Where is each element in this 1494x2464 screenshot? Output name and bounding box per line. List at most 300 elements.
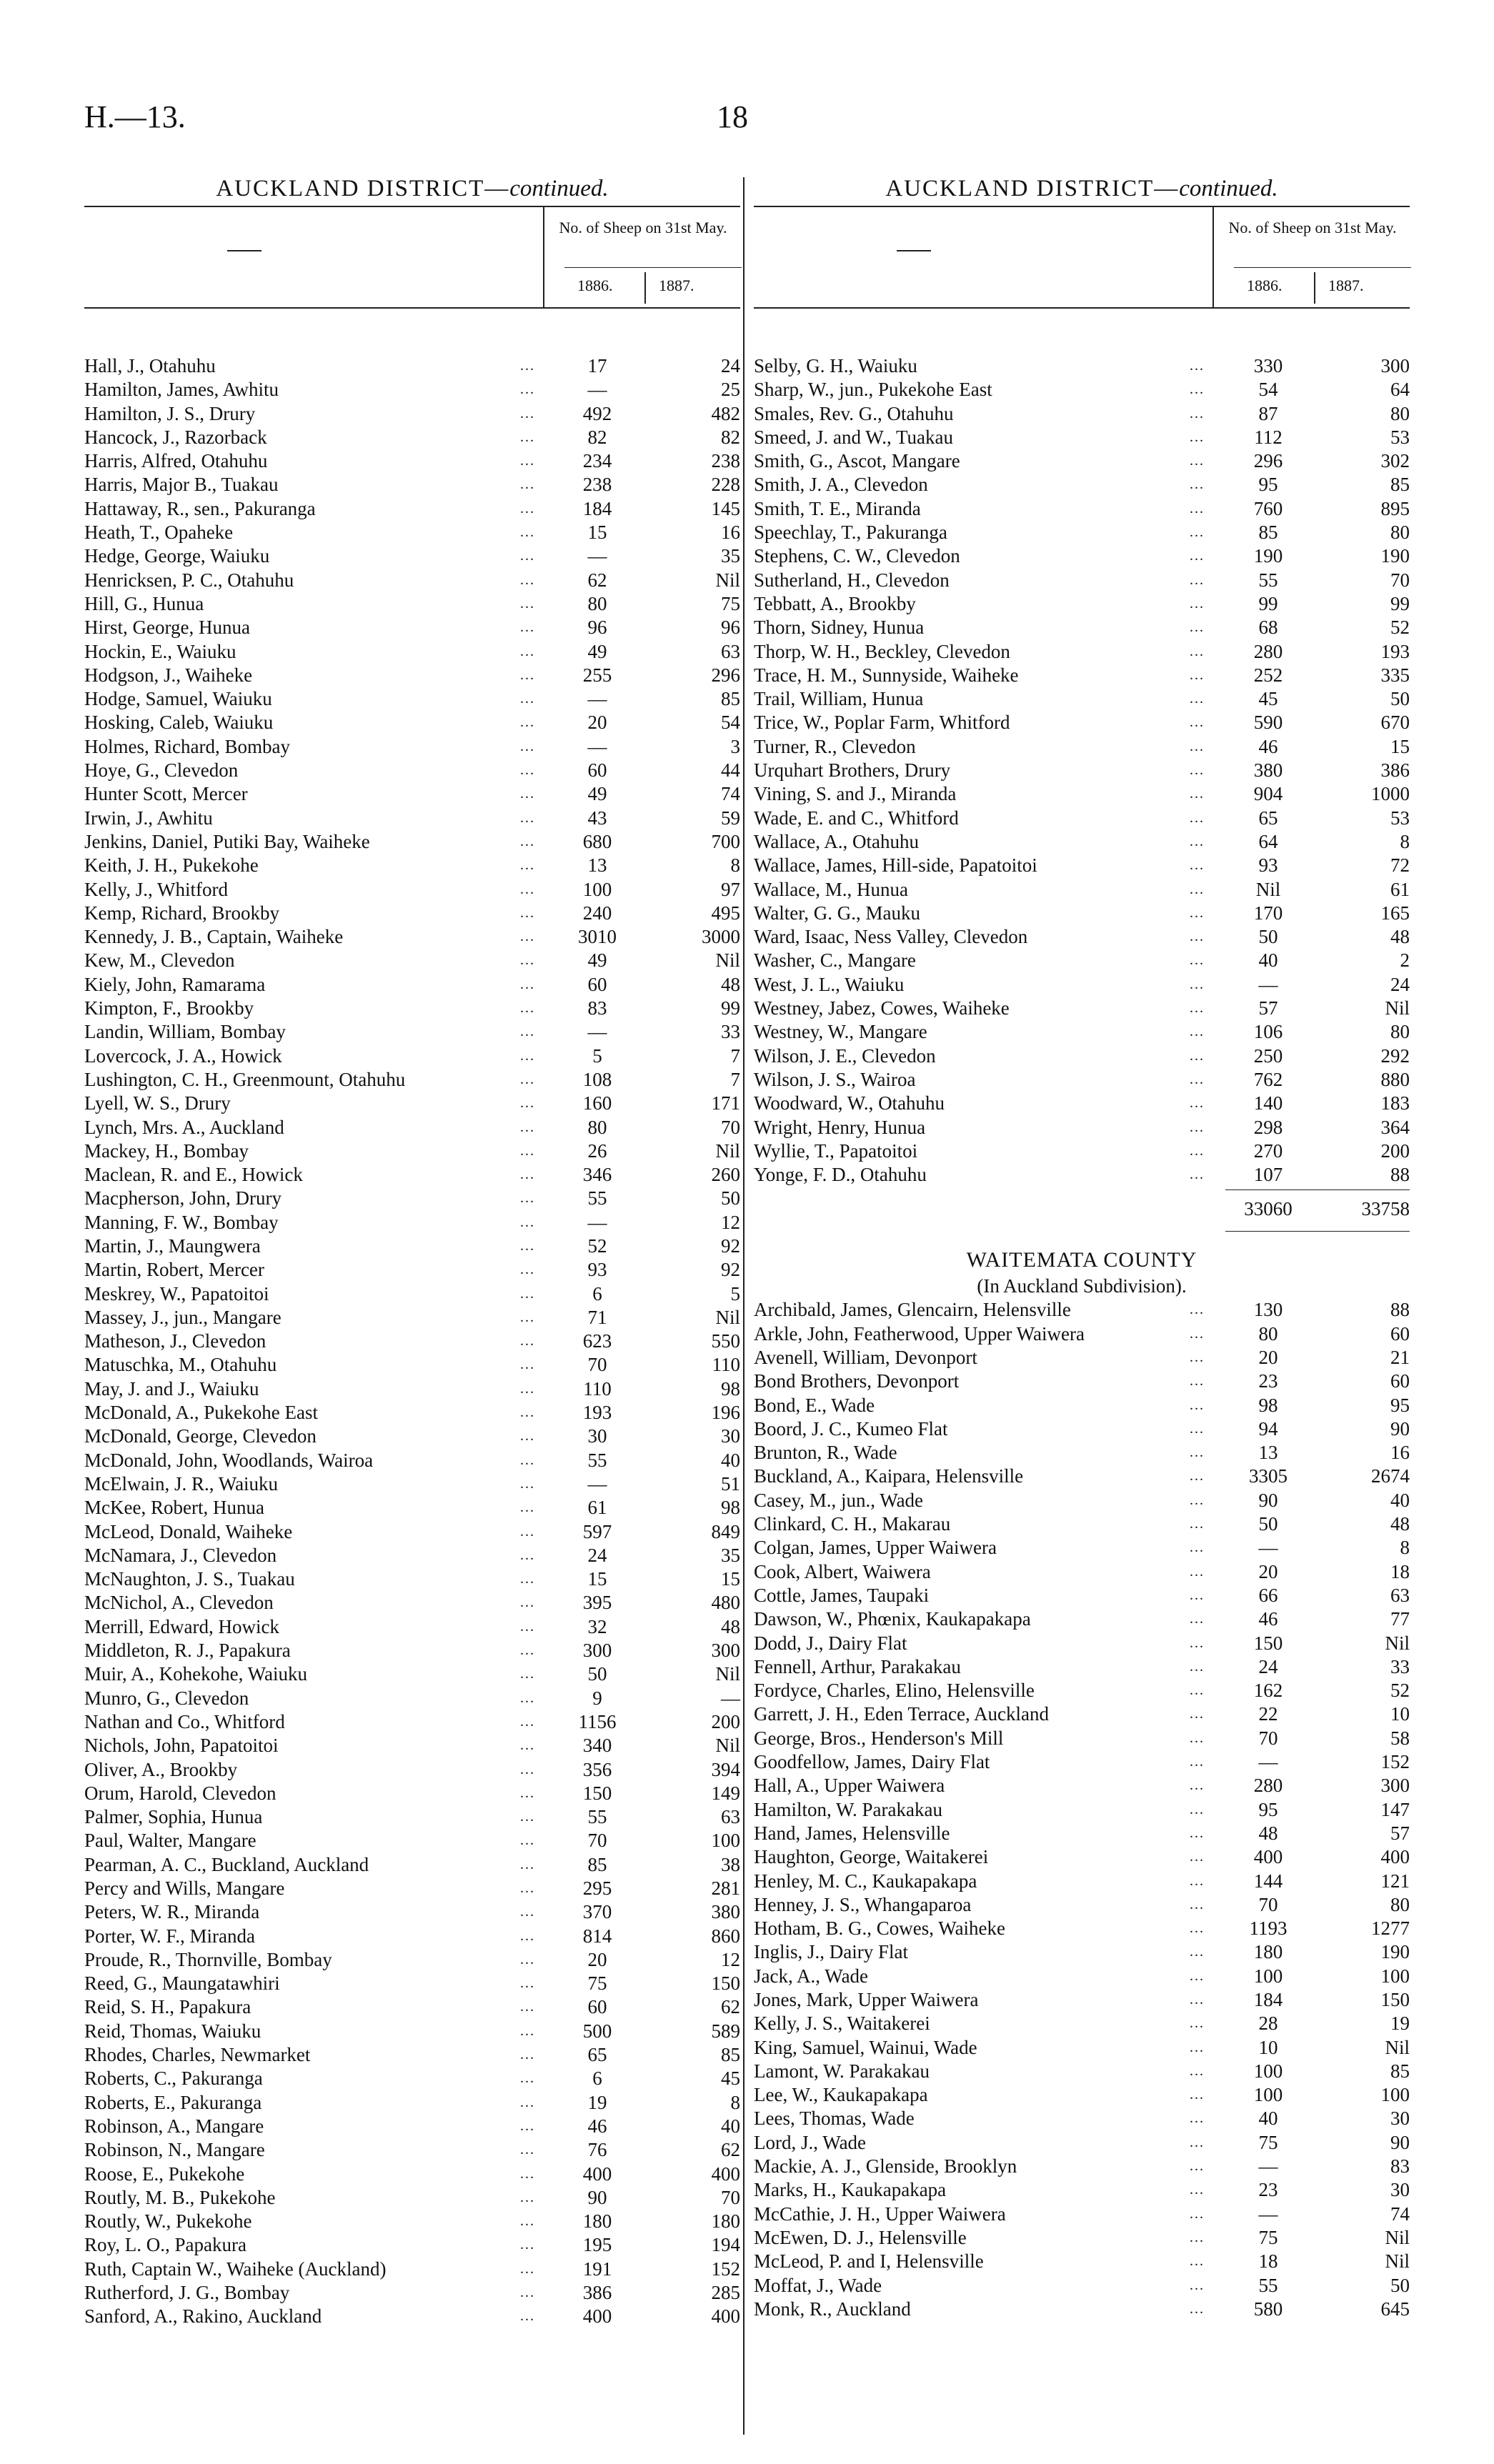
table-row	[84, 902, 740, 925]
leader-dots: ...	[520, 1333, 535, 1350]
sheep-1886: 190	[1253, 545, 1283, 567]
owner-name: Routly, W., Pukekohe	[84, 2210, 252, 2233]
owner-name: Kennedy, J. B., Captain, Waiheke	[84, 926, 344, 948]
sheep-1886: 82	[587, 426, 607, 448]
owner-name: Sanford, A., Rakino, Auckland	[84, 2305, 322, 2328]
owner-name: Trace, H. M., Sunnyside, Waiheke	[754, 664, 1019, 686]
sheep-1886: 300	[582, 1640, 612, 1662]
leader-dots: ...	[1190, 1420, 1205, 1437]
table-row	[84, 592, 740, 616]
sheep-1886: 15	[587, 1568, 607, 1590]
sheep-1886: 110	[583, 1377, 612, 1400]
owner-name: Vining, S. and J., Miranda	[754, 783, 957, 805]
sheep-1886: —	[587, 1021, 607, 1043]
leader-dots: ...	[520, 1595, 535, 1611]
owner-name: Hill, G., Hunua	[84, 592, 204, 614]
table-row	[754, 1394, 1410, 1417]
table-row	[754, 473, 1410, 497]
sheep-1887: Nil	[715, 949, 740, 972]
sheep-1886: 99	[1258, 592, 1278, 614]
sheep-1887: 100	[1380, 2084, 1410, 2106]
sheep-1887: 8	[730, 854, 740, 877]
sheep-1886: 370	[582, 1901, 612, 1923]
table-row	[84, 2163, 740, 2186]
sheep-1886: 500	[582, 2020, 612, 2042]
leader-dots: ...	[520, 2165, 535, 2182]
table-row	[84, 1282, 740, 1306]
table-row	[754, 1092, 1410, 1115]
sheep-1887: 80	[1390, 1893, 1410, 1915]
leader-dots: ...	[520, 1167, 535, 1183]
leader-dots: ...	[520, 2189, 535, 2205]
sheep-1887: 19	[1390, 2012, 1410, 2035]
leader-dots: ...	[1190, 2110, 1205, 2127]
owner-name: Hand, James, Helensville	[754, 1822, 950, 1844]
owner-name: Wallace, M., Hunua	[754, 878, 908, 900]
table-row	[84, 759, 740, 782]
sheep-1887: 21	[1390, 1346, 1410, 1368]
leader-dots: ...	[520, 572, 535, 588]
table-row	[84, 807, 740, 830]
table-row	[84, 1687, 740, 1710]
sheep-1887: 15	[721, 1568, 740, 1590]
sheep-1886: 55	[1258, 2274, 1278, 2296]
owner-name: Roy, L. O., Papakura	[84, 2234, 246, 2256]
owner-name: Porter, W. F., Miranda	[84, 1925, 255, 1947]
sheep-1887: 74	[1390, 2203, 1410, 2225]
sheep-1886: —	[1258, 1537, 1278, 1559]
table-row	[754, 402, 1410, 426]
table-row	[84, 426, 740, 449]
sheep-1887: 92	[721, 1235, 740, 1257]
sheep-1886: 66	[1258, 1584, 1278, 1606]
sheep-1886: 70	[1258, 1727, 1278, 1749]
sheep-1887: Nil	[1385, 997, 1410, 1019]
sheep-1887: 33	[721, 1021, 740, 1043]
owner-name: Buckland, A., Kaipara, Helensville	[754, 1465, 1024, 1487]
owner-name: Wade, E. and C., Whitford	[754, 807, 959, 829]
owner-name: Stephens, C. W., Clevedon	[754, 545, 960, 567]
sheep-1886: 80	[587, 592, 607, 614]
sheep-1887: 196	[711, 1402, 740, 1424]
table-row	[84, 521, 740, 544]
table-row	[84, 1258, 740, 1282]
sheep-1887: 83	[1390, 2155, 1410, 2178]
leader-dots: ...	[1190, 1167, 1205, 1183]
leader-dots: ...	[520, 2047, 535, 2063]
table-row	[754, 378, 1410, 401]
county-owner-list	[754, 1298, 1410, 2321]
sheep-1887: 53	[1390, 426, 1410, 448]
sheep-1887: 12	[721, 1211, 740, 1233]
sheep-1887: 50	[1390, 2274, 1410, 2296]
sheep-1887: 3000	[702, 926, 740, 948]
sheep-1886: 130	[1253, 1299, 1283, 1321]
leader-dots: ...	[1190, 1658, 1205, 1675]
leader-dots: ...	[1190, 1119, 1205, 1135]
sheep-1886: 55	[587, 1187, 607, 1209]
table-row	[754, 1163, 1410, 1187]
sheep-1887: 33	[1390, 1655, 1410, 1677]
owner-name: Lushington, C. H., Greenmount, Otahuhu	[84, 1068, 406, 1090]
owner-name: Robinson, N., Mangare	[84, 2139, 265, 2161]
sheep-1887: 40	[721, 1449, 740, 1471]
owner-name: Routly, M. B., Pukekohe	[84, 2186, 276, 2208]
sheep-1886: 380	[1253, 759, 1283, 782]
leader-dots: ...	[520, 1523, 535, 1540]
leader-dots: ...	[1190, 1635, 1205, 1651]
table-row	[84, 2043, 740, 2067]
table-row	[84, 1544, 740, 1567]
sheep-1886: Nil	[1255, 878, 1281, 900]
sheep-1886: 255	[582, 664, 612, 686]
leader-dots: ...	[1190, 1849, 1205, 1865]
sheep-1887: 190	[1380, 545, 1410, 567]
table-row	[754, 1536, 1410, 1560]
sheep-1886: 184	[582, 497, 612, 519]
owner-name: Hamilton, James, Awhitu	[84, 379, 279, 401]
leader-dots: ...	[1190, 1754, 1205, 1770]
owner-name: Harris, Major B., Tuakau	[84, 474, 279, 496]
sheep-1886: 20	[1258, 1560, 1278, 1582]
table-row	[754, 664, 1410, 687]
table-row	[754, 1702, 1410, 1726]
sheep-1887: 335	[1380, 664, 1410, 686]
table-row	[754, 878, 1410, 902]
owner-list	[84, 354, 740, 2329]
sheep-1887: 589	[711, 2020, 740, 2042]
sheep-1886: 395	[582, 1592, 612, 1614]
sheep-1887: 386	[1380, 759, 1410, 782]
owner-name: Avenell, William, Devonport	[754, 1346, 977, 1368]
leader-dots: ...	[520, 524, 535, 541]
owner-name: Wallace, James, Hill-side, Papatoitoi	[754, 854, 1037, 877]
sheep-1886: 70	[1258, 1893, 1278, 1915]
sheep-1886: 71	[587, 1306, 607, 1328]
table-row	[84, 711, 740, 734]
table-row	[84, 1211, 740, 1235]
leader-dots: ...	[520, 453, 535, 469]
table-row	[84, 854, 740, 877]
sheep-1887: 193	[1380, 640, 1410, 662]
owner-name: Matuschka, M., Otahuhu	[84, 1354, 277, 1376]
leader-dots: ...	[1190, 2158, 1205, 2175]
owner-name: Massey, J., jun., Mangare	[84, 1306, 282, 1328]
owner-name: McNamara, J., Clevedon	[84, 1544, 277, 1566]
sheep-1886: 150	[1253, 1632, 1283, 1654]
sheep-1886: 30	[587, 1425, 607, 1447]
sheep-1887: 45	[721, 2068, 740, 2090]
table-row	[754, 1870, 1410, 1893]
leader-dots: ...	[1190, 1587, 1205, 1603]
owner-name: Smeed, J. and W., Tuakau	[754, 426, 954, 448]
leader-dots: ...	[1190, 714, 1205, 731]
sheep-1887: 64	[1390, 379, 1410, 401]
sheep-1886: —	[587, 688, 607, 710]
leader-dots: ...	[1190, 881, 1205, 897]
owner-name: Reed, G., Maungatawhiri	[84, 1972, 280, 1995]
table-row	[754, 1044, 1410, 1068]
sheep-1887: 2674	[1371, 1465, 1410, 1487]
sheep-1887: 63	[721, 640, 740, 662]
sheep-1887: 200	[711, 1710, 740, 1732]
owner-name: Merrill, Edward, Howick	[84, 1615, 279, 1637]
sheep-1886: 107	[1253, 1164, 1283, 1186]
table-row	[754, 830, 1410, 854]
table-row	[84, 1139, 740, 1163]
owner-name: Hall, A., Upper Waiwera	[754, 1775, 945, 1797]
table-row	[84, 1567, 740, 1591]
sheep-1887: 70	[721, 1116, 740, 1138]
leader-dots: ...	[520, 1713, 535, 1730]
sheep-1886: 13	[587, 854, 607, 877]
leader-dots: ...	[1190, 2277, 1205, 2293]
table-row	[84, 1496, 740, 1520]
owner-name: Hall, J., Otahuhu	[84, 355, 216, 376]
sheep-1887: 15	[1390, 735, 1410, 757]
sheep-1887: 10	[1390, 1703, 1410, 1725]
table-row	[754, 569, 1410, 592]
owner-name: Lamont, W. Parakakau	[754, 2060, 930, 2082]
owner-name: Boord, J. C., Kumeo Flat	[754, 1417, 948, 1440]
leader-dots: ...	[1190, 2087, 1205, 2103]
table-row	[754, 1988, 1410, 2012]
leader-dots: ...	[1190, 1706, 1205, 1722]
leader-dots: ...	[1190, 500, 1205, 517]
year-1886-header: 1886.	[1247, 276, 1283, 294]
table-row	[84, 1782, 740, 1805]
sheep-1886: 46	[1258, 735, 1278, 757]
table-row	[84, 1805, 740, 1829]
sheep-1887: 8	[1400, 1537, 1410, 1559]
column-header	[754, 206, 1410, 309]
sheep-1886: 96	[587, 617, 607, 639]
table-row	[84, 616, 740, 639]
sheep-1887: 121	[1380, 1870, 1410, 1892]
sheep-1887: 53	[1390, 807, 1410, 829]
sheep-1886: 93	[1258, 854, 1278, 877]
owner-name: Mackie, A. J., Glenside, Brooklyn	[754, 2155, 1017, 2178]
sheep-1886: 90	[587, 2186, 607, 2208]
leader-dots: ...	[1190, 1142, 1205, 1159]
sheep-1886: 95	[1258, 1798, 1278, 1820]
leader-dots: ...	[1190, 358, 1205, 374]
table-row	[84, 1092, 740, 1115]
table-row	[84, 1306, 740, 1330]
leader-dots: ...	[1190, 381, 1205, 398]
leader-dots: ...	[1190, 1896, 1205, 1912]
leader-dots: ...	[520, 1000, 535, 1017]
owner-name: McElwain, J. R., Waiuku	[84, 1472, 279, 1495]
table-row	[84, 544, 740, 568]
table-row	[754, 497, 1410, 521]
leader-dots: ...	[520, 1880, 535, 1896]
sheep-1887: 238	[711, 450, 740, 472]
sheep-1887: 85	[1390, 474, 1410, 496]
sheep-1886: 623	[582, 1330, 612, 1352]
sheep-1886: 904	[1253, 783, 1283, 805]
table-row	[84, 878, 740, 902]
sheep-1887: 48	[1390, 926, 1410, 948]
sheep-1887: 62	[721, 1996, 740, 2018]
owner-name: Tebbatt, A., Brookby	[754, 592, 916, 614]
table-row	[84, 973, 740, 997]
sheep-1887: Nil	[715, 569, 740, 591]
leader-dots: ...	[1190, 786, 1205, 802]
table-row	[84, 1187, 740, 1210]
table-row	[84, 1925, 740, 1948]
sheep-1886: 5	[592, 1044, 602, 1067]
owner-name: Goodfellow, James, Dairy Flat	[754, 1751, 990, 1773]
sheep-1887: 16	[721, 522, 740, 544]
sheep-1886: —	[587, 735, 607, 757]
leader-dots: ...	[520, 667, 535, 683]
leader-dots: ...	[1190, 548, 1205, 564]
table-row	[754, 807, 1410, 830]
table-row	[84, 2115, 740, 2138]
leader-dots: ...	[520, 429, 535, 445]
sheep-1886: 191	[582, 2258, 612, 2280]
leader-dots: ...	[1190, 2063, 1205, 2079]
table-row	[84, 1116, 740, 1139]
sheep-1887: 147	[1380, 1798, 1410, 1820]
sheep-1887: 364	[1380, 1116, 1410, 1138]
sheep-1886: 400	[582, 2305, 612, 2328]
sheep-1887: 895	[1380, 497, 1410, 519]
owner-name: Arkle, John, Featherwood, Upper Waiwera	[754, 1322, 1085, 1345]
leader-dots: ...	[1190, 1000, 1205, 1017]
table-row	[84, 378, 740, 401]
sheep-1887: 75	[721, 592, 740, 614]
sheep-1886: 65	[587, 2044, 607, 2066]
owner-name: McEwen, D. J., Helensville	[754, 2226, 967, 2248]
leader-dots: ...	[1190, 405, 1205, 422]
leader-dots: ...	[520, 1475, 535, 1492]
sheep-1886: 23	[1258, 1370, 1278, 1392]
table-row	[84, 1948, 740, 1972]
sheep-1886: 180	[1253, 1941, 1283, 1963]
table-row	[84, 1520, 740, 1544]
table-row	[754, 949, 1410, 972]
table-row	[84, 1591, 740, 1615]
leader-dots: ...	[520, 477, 535, 493]
owner-name: Colgan, James, Upper Waiwera	[754, 1537, 997, 1559]
leader-dots: ...	[1190, 2205, 1205, 2222]
sheep-1887: 300	[1380, 355, 1410, 376]
sheep-1886: 60	[587, 1996, 607, 2018]
owner-name: Dawson, W., Phœnix, Kaukapakapa	[754, 1608, 1031, 1630]
table-row	[84, 473, 740, 497]
leader-dots: ...	[520, 1095, 535, 1112]
owner-name: Palmer, Sophia, Hunua	[84, 1806, 263, 1828]
sheep-1887: 281	[711, 1877, 740, 1899]
sheep-1887: 52	[1390, 617, 1410, 639]
sheep-1886: 814	[582, 1925, 612, 1947]
owner-name: Oliver, A., Brookby	[84, 1758, 238, 1780]
table-row	[754, 1346, 1410, 1370]
owner-name: Selby, G. H., Waiuku	[754, 355, 917, 376]
owner-name: Mackey, H., Bombay	[84, 1139, 249, 1162]
leader-dots: ...	[520, 1190, 535, 1207]
table-row	[84, 497, 740, 521]
owner-name: Henney, J. S., Whangaparoa	[754, 1893, 972, 1915]
table-row	[754, 997, 1410, 1020]
leader-dots: ...	[520, 1285, 535, 1302]
sheep-1886: 83	[587, 997, 607, 1019]
sheep-1886: 70	[587, 1830, 607, 1852]
sheep-1886: 54	[1258, 379, 1278, 401]
owner-name: Hoye, G., Clevedon	[84, 759, 239, 782]
sheep-1887: 30	[1390, 2179, 1410, 2201]
owner-name: Hirst, George, Hunua	[84, 617, 250, 639]
year-1887-header: 1887.	[1328, 276, 1364, 294]
sheep-1887: 50	[1390, 688, 1410, 710]
sheep-1887: 24	[721, 355, 740, 376]
leader-dots: ...	[1190, 738, 1205, 754]
owner-name: Hotham, B. G., Cowes, Waiheke	[754, 1917, 1006, 1940]
sheep-1886: 17	[587, 355, 607, 376]
table-row	[754, 1750, 1410, 1774]
sheep-1887: 482	[711, 402, 740, 424]
table-row	[84, 1020, 740, 1044]
leader-dots: ...	[1190, 1920, 1205, 1937]
owner-name: Heath, T., Opaheke	[84, 522, 234, 544]
owner-name: Wyllie, T., Papatoitoi	[754, 1139, 918, 1162]
sheep-1886: 234	[582, 450, 612, 472]
leader-dots: ...	[520, 1047, 535, 1064]
table-row	[754, 1774, 1410, 1797]
sheep-1886: 98	[1258, 1394, 1278, 1416]
sheep-1887: 380	[711, 1901, 740, 1923]
sheep-1887: 61	[1390, 878, 1410, 900]
leader-dots: ...	[1190, 904, 1205, 921]
year-1887-header: 1887.	[659, 276, 694, 294]
table-row	[84, 925, 740, 949]
leader-dots: ...	[1190, 2253, 1205, 2270]
table-row	[754, 2155, 1410, 2178]
sheep-1887: 110	[712, 1354, 740, 1376]
owner-name: Marks, H., Kaukapakapa	[754, 2179, 947, 2201]
leader-dots: ...	[520, 1357, 535, 1373]
owner-name: Kelly, J., Whitford	[84, 878, 228, 900]
table-row	[84, 2020, 740, 2043]
sheep-1886: 28	[1258, 2012, 1278, 2035]
sheep-1887: 58	[1390, 1727, 1410, 1749]
owner-name: Woodward, W., Otahuhu	[754, 1092, 945, 1114]
leader-dots: ...	[520, 1618, 535, 1635]
owner-name: Trail, William, Hunua	[754, 688, 924, 710]
sheep-1886: 10	[1258, 2036, 1278, 2058]
sheep-1887: 80	[1390, 402, 1410, 424]
sheep-1887: 57	[1390, 1822, 1410, 1844]
sheep-1886: 180	[582, 2210, 612, 2233]
leader-dots: ...	[520, 1975, 535, 1992]
sheep-1887: 80	[1390, 522, 1410, 544]
sheep-1886: 100	[1253, 2084, 1283, 2106]
table-row	[84, 949, 740, 972]
county-subtitle: (In Auckland Subdivision).	[977, 1275, 1187, 1297]
sheep-1886: 46	[1258, 1608, 1278, 1630]
leader-dots: ...	[1190, 2229, 1205, 2245]
leader-dots: ...	[520, 548, 535, 564]
leader-dots: ...	[1190, 643, 1205, 659]
table-row	[754, 687, 1410, 711]
sheep-1886: 184	[1253, 1989, 1283, 2010]
sheep-1887: 480	[711, 1592, 740, 1614]
leader-dots: ...	[520, 1262, 535, 1278]
owner-name: Hamilton, J. S., Drury	[84, 402, 256, 424]
sheep-1886: 80	[1258, 1322, 1278, 1345]
